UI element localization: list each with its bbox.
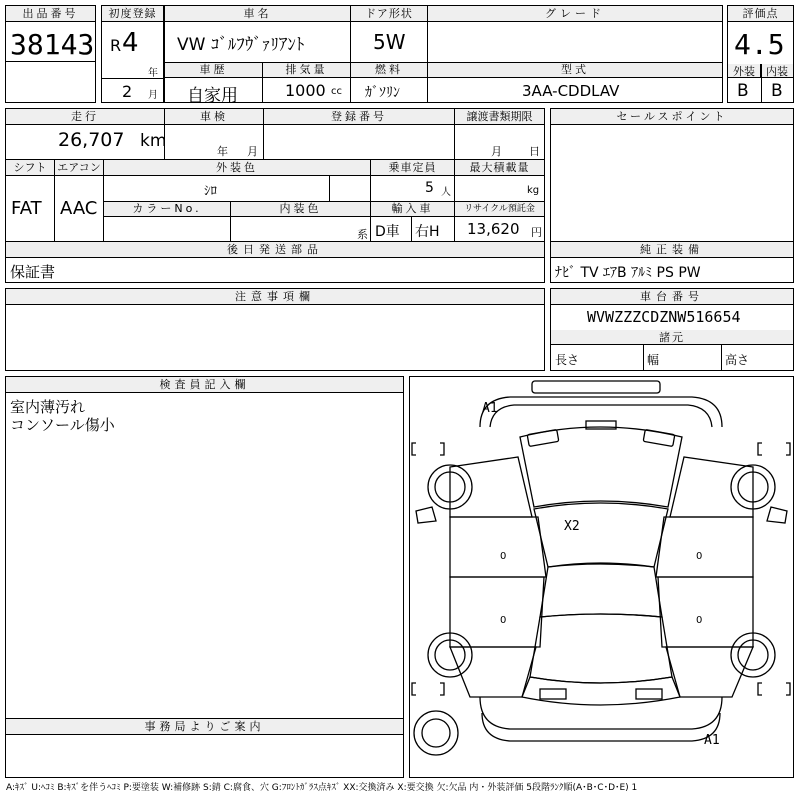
spec-length: 長さ xyxy=(555,353,580,367)
office-box xyxy=(5,718,404,778)
inspector-line-2: コンソール傷小 xyxy=(10,416,115,434)
history-label: 車歴 xyxy=(165,63,262,78)
model-value: 3AA-CDDLAV xyxy=(522,82,620,100)
int-color-unit: 系 xyxy=(357,228,368,241)
recycle-box xyxy=(454,201,545,242)
color-no-box xyxy=(103,201,231,242)
inspector-line-1: 室内薄汚れ xyxy=(10,398,86,416)
max-load-label: 最大積載量 xyxy=(455,160,544,176)
year-unit: 年 xyxy=(148,68,158,79)
first-reg-box xyxy=(101,5,164,103)
equipment-label: 純正装備 xyxy=(551,242,793,258)
capacity-box xyxy=(370,159,455,202)
inspection-label: 車検 xyxy=(165,109,263,125)
color-no-label: カラーNo. xyxy=(104,202,230,217)
displacement-value: 1000 xyxy=(285,81,326,100)
inspector-label: 検査員記入欄 xyxy=(6,377,403,393)
era: R xyxy=(110,36,122,55)
first-reg-label: 初度登録 xyxy=(102,6,163,22)
inspector-box xyxy=(5,376,404,719)
damage-legend: A:ｷｽﾞ U:ﾍｺﾐ B:ｷｽﾞを伴うﾍｺﾐ P:要塗装 W:補修跡 S:錆 C:腐食、穴 G:ﾌﾛﾝﾄｶﾞﾗｽ点ｷｽﾞ XX:交換済み X:要交換 欠:欠品 内・外装評価 5段階ﾗﾝｸ順(A･B･C･D･E) 1 xyxy=(6,783,638,793)
car-name: VW ｺﾞﾙﾌｳﾞｧﾘｱﾝﾄ xyxy=(177,35,305,55)
spec-height: 高さ xyxy=(725,353,750,367)
car-outline xyxy=(410,377,793,777)
ext-color-box xyxy=(103,159,371,202)
damage-a1-bottom: A1 xyxy=(704,733,720,748)
displacement-box xyxy=(262,62,351,103)
capacity-unit: 人 xyxy=(441,187,451,198)
door-box xyxy=(350,5,428,63)
model-label: 型式 xyxy=(428,63,722,78)
aircon-value: AAC xyxy=(60,198,98,219)
int-color-label: 内装色 xyxy=(231,202,370,217)
lot-label: 出品番号 xyxy=(6,6,95,22)
history-box xyxy=(164,62,263,106)
inspection-year-unit: 年 xyxy=(217,145,228,158)
later-parts-value: 保証書 xyxy=(10,263,56,281)
panel-zero-right-1: 0 xyxy=(696,551,703,562)
inspection-box xyxy=(164,108,264,160)
sales-point-box xyxy=(550,108,794,242)
fuel-label: 燃料 xyxy=(351,63,427,78)
later-parts-box xyxy=(5,241,545,283)
max-load-box xyxy=(454,159,545,202)
office-label: 事務局よりご案内 xyxy=(6,719,403,735)
reg-year: 4 xyxy=(122,28,139,58)
damage-x2: X2 xyxy=(564,519,580,534)
shift-label: シフト xyxy=(6,160,54,176)
score-value: 4.5 xyxy=(734,28,785,61)
specs-label: 諸元 xyxy=(551,330,793,345)
equipment-value: ﾅﾋﾞ TV ｴｱB ｱﾙﾐ PS PW xyxy=(555,265,701,281)
door-value: 5W xyxy=(373,30,406,54)
transfer-box xyxy=(454,108,545,160)
score-box xyxy=(727,5,794,103)
panel-zero-right-2: 0 xyxy=(696,615,703,626)
panel-zero-left-2: 0 xyxy=(500,615,507,626)
car-name-label: 車名 xyxy=(165,6,350,22)
fuel-value: ｶﾞｿﾘﾝ xyxy=(365,85,400,101)
sales-point-label: セールスポイント xyxy=(551,109,793,125)
capacity-label: 乗車定員 xyxy=(371,160,454,176)
displacement-unit: cc xyxy=(331,86,342,97)
later-parts-label: 後日発送部品 xyxy=(6,242,544,258)
model-box xyxy=(427,62,723,103)
history-value: 自家用 xyxy=(187,86,238,106)
import-value-2: 右H xyxy=(415,224,440,240)
max-load-unit: kg xyxy=(527,185,540,196)
panel-zero-left-1: 0 xyxy=(500,551,507,562)
reg-month: 2 xyxy=(122,82,133,101)
ext-score-label: 外装 xyxy=(728,64,761,78)
recycle-label: リサイクル預託金 xyxy=(455,202,544,217)
ext-color-value: ｼﾛ xyxy=(204,184,217,199)
reg-no-label: 登録番号 xyxy=(264,109,454,125)
shift-box xyxy=(5,159,55,242)
fuel-box xyxy=(350,62,428,103)
chassis-value: WVWZZZCDZNW516654 xyxy=(587,308,741,326)
month-unit: 月 xyxy=(148,90,158,101)
equipment-box xyxy=(550,241,794,283)
shift-value: FAT xyxy=(11,198,42,219)
door-label: ドア形状 xyxy=(351,6,427,22)
transfer-label: 譲渡書類期限 xyxy=(455,109,544,125)
displacement-label: 排気量 xyxy=(263,63,350,78)
mileage-box xyxy=(5,108,165,160)
import-label: 輸入車 xyxy=(371,202,454,217)
recycle-value: 13,620 xyxy=(467,220,520,238)
recycle-unit: 円 xyxy=(531,226,542,239)
chassis-box xyxy=(550,288,794,371)
lot-number: 38143 xyxy=(10,28,95,61)
lot-box xyxy=(5,5,96,103)
mileage-value: 26,707 xyxy=(58,129,125,151)
score-label: 評価点 xyxy=(728,6,793,22)
int-score: B xyxy=(771,81,783,101)
import-box xyxy=(370,201,455,242)
mileage-label: 走行 xyxy=(6,109,164,125)
int-score-label: 内装 xyxy=(761,64,793,78)
notes-label: 注意事項欄 xyxy=(6,289,544,305)
int-color-box xyxy=(230,201,371,242)
grade-box xyxy=(427,5,723,63)
car-diagram xyxy=(409,376,794,778)
notes-box xyxy=(5,288,545,371)
inspection-month-unit: 月 xyxy=(247,145,258,158)
mileage-unit: km xyxy=(140,131,167,151)
spec-width: 幅 xyxy=(647,353,660,367)
car-name-box xyxy=(164,5,351,63)
reg-no-box xyxy=(263,108,455,160)
capacity-value: 5 xyxy=(425,180,434,196)
chassis-label: 車台番号 xyxy=(551,289,793,305)
ext-score: B xyxy=(737,81,749,101)
transfer-day-unit: 日 xyxy=(529,145,540,158)
damage-a1-top: A1 xyxy=(482,401,498,416)
aircon-label: エアコン xyxy=(55,160,103,176)
aircon-box xyxy=(54,159,104,242)
transfer-month-unit: 月 xyxy=(491,145,502,158)
ext-color-label: 外装色 xyxy=(104,160,370,176)
grade-label: グレード xyxy=(428,6,722,22)
import-value-1: D車 xyxy=(375,224,400,240)
